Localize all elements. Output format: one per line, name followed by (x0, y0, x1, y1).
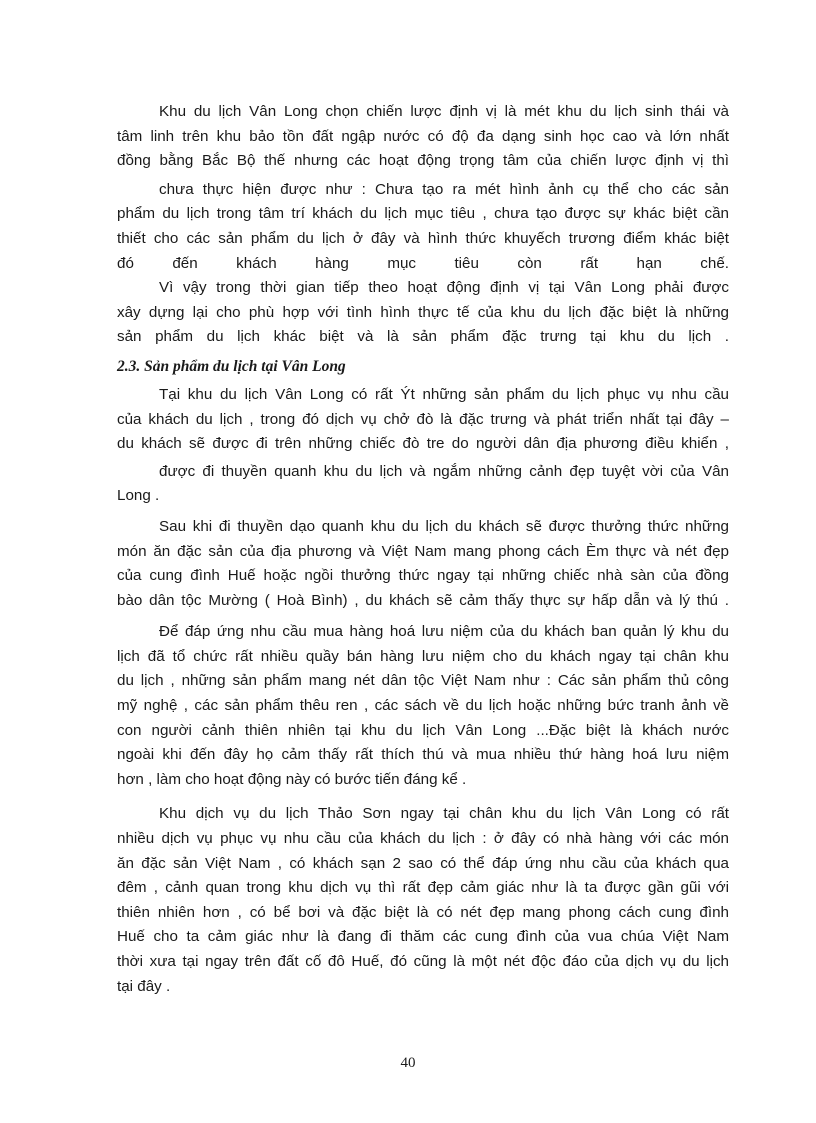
section-heading: 2.3. Sản phẩm du lịch tại Vân Long (117, 357, 346, 375)
text-line: bào dân tộc Mường ( Hoà Bình) , du khách sẽ cảm thấy thực sự hấp dẫn và lý thú . (117, 591, 729, 609)
text-line: sản phẩm du lịch khác biệt và là sản phẩm đặc trưng tại khu du lịch . (117, 328, 729, 346)
text-line: Để đáp ứng nhu cầu mua hàng hoá lưu niệm của du khách ban quản lý khu du (159, 623, 729, 641)
text-line: thiết cho các sản phẩm du lịch ở đây và hình thức khuyếch trương điểm khác biệt (117, 229, 729, 247)
text-line: Sau khi đi thuyền dạo quanh khu du lịch du khách sẽ được thưởng thức những (159, 517, 729, 535)
text-line: tâm linh trên khu bảo tồn đất ngập nước có độ đa dạng sinh học cao và lớn nhất (117, 127, 729, 145)
paragraph-boat-service (117, 383, 729, 457)
paragraph-souvenir-shops (117, 620, 729, 792)
text-line: Tại khu du lịch Vân Long có rất Ýt những sản phẩm du lịch phục vụ nhu cầu (159, 385, 729, 403)
text-line: của cung đình Huế hoặc ngồi thưởng thức ngay tại những chiếc nhà sàn của đồng (117, 567, 729, 585)
text-line: chưa thực hiện được như : Chưa tạo ra mét hình ảnh cụ thể cho các sản (159, 180, 729, 198)
text-line: Vì vậy trong thời gian tiếp theo hoạt động định vị tại Vân Long phải được (159, 279, 729, 297)
paragraph-boat-scenery (117, 460, 729, 509)
page-body (117, 100, 729, 999)
text-line: ngoài khi đến đây họ cảm thấy rất thích thú và mua nhiều thứ hàng hoá lưu niệm (117, 746, 729, 764)
text-line: thời xưa tại ngay trên đất cố đô Huế, đó cũng là một nét độc đáo của dịch vụ du lịch (117, 953, 729, 970)
text-line: xây dựng lại cho phù hợp với tình hình thực tế của khu du lịch đặc biệt là những (117, 303, 729, 321)
text-line: Huế cho ta cảm giác như là đang đi thăm các cung đình của vua chúa Việt Nam (117, 928, 729, 946)
paragraph-rebuild-positioning (117, 276, 729, 350)
text-line: lịch đã tổ chức rất nhiều quầy bán hàng lưu niệm cho du khách ngay tại chân khu (117, 647, 729, 665)
text-line: đó đến khách hàng mục tiêu còn rất hạn chế. (117, 254, 729, 272)
text-line: thiên nhiên hơn , có bể bơi và đặc biệt là có nét đẹp mang phong cách cung đình (117, 903, 729, 921)
text-line: đồng bằng Bắc Bộ thế nhưng các hoạt động trọng tâm của chiến lược định vị thì (117, 152, 729, 170)
text-line: hơn , làm cho hoạt động này có bước tiến đáng kể . (117, 770, 467, 788)
text-line: du khách sẽ được đi trên những chiếc đò tre do người dân địa phương điều khiển , (117, 435, 729, 453)
paragraph-positioning-strategy (117, 100, 729, 174)
text-line: ăn đặc sản Việt Nam , có khách sạn 2 sao có thể đáp ứng nhu cầu của khách qua (117, 854, 729, 872)
text-line: của khách du lịch , trong đó dịch vụ chở đò là đặc trưng và phát triển nhất tại đây – (117, 410, 729, 428)
text-line: đêm , cảnh quan trong khu dịch vụ thì rất đẹp cảm giác như là ta được gần gũi với (117, 879, 729, 897)
text-line: mỹ nghệ , các sản phẩm thêu ren , các sách về du lịch hoặc những bức tranh ảnh về (117, 697, 729, 715)
paragraph-local-cuisine (117, 515, 729, 613)
text-line: phẩm du lịch trong tâm trí khách du lịch mục tiêu , chưa tạo được sự khác biệt cần (117, 205, 729, 223)
text-line: Long . (117, 487, 160, 505)
text-line: tại đây . (117, 977, 171, 995)
paragraph-positioning-limitations (117, 178, 729, 276)
text-line: con người cảnh thiên nhiên tại khu du lịch Vân Long ...Đặc biệt là khách nước (117, 721, 729, 739)
text-line: Khu du lịch Vân Long chọn chiến lược định vị là mét khu du lịch sinh thái và (159, 103, 729, 120)
text-line: nhiều dịch vụ phục vụ nhu cầu của khách du lịch : ở đây có nhà hàng với các món (117, 830, 729, 848)
page-number: 40 (400, 1055, 416, 1071)
text-line: Khu dịch vụ du lịch Thảo Sơn ngay tại chân khu du lịch Vân Long có rất (159, 805, 729, 823)
text-line: món ăn đặc sản của địa phương và Việt Nam mang phong cách Èm thực và nét đẹp (117, 542, 729, 560)
paragraph-thao-son-services (117, 802, 729, 999)
text-line: được đi thuyền quanh khu du lịch và ngắm những cảnh đẹp tuyệt vời của Vân (159, 462, 729, 480)
text-line: du lịch , những sản phẩm mang nét dân tộc Việt Nam như : Các sản phẩm thủ công (117, 672, 729, 690)
